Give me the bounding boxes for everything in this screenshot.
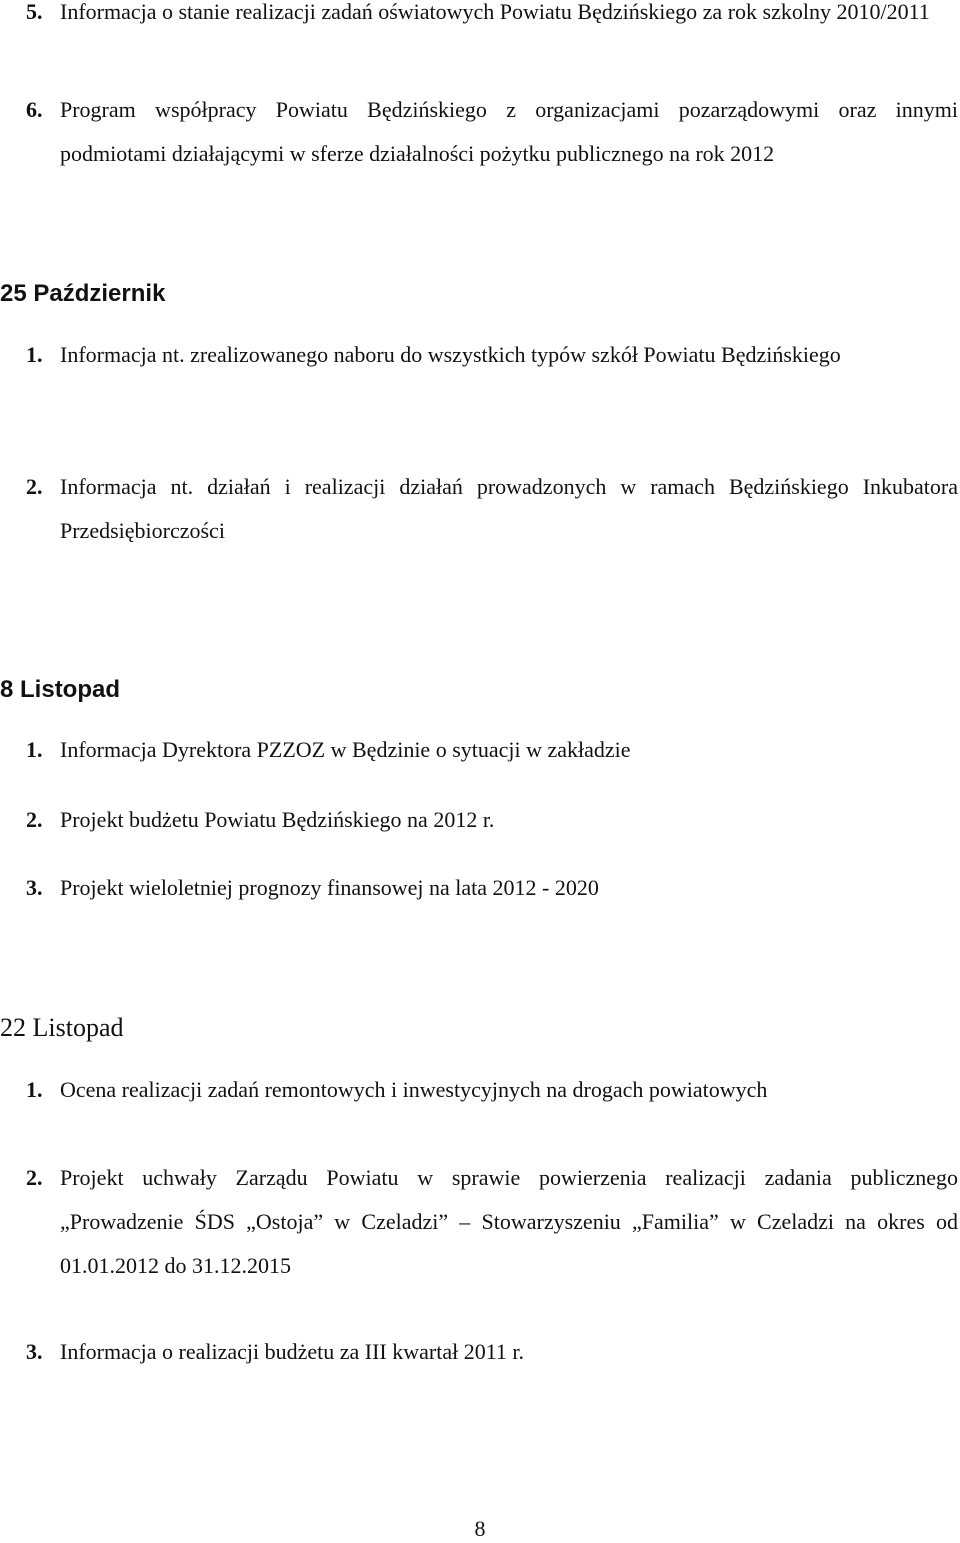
list-item	[26, 798, 958, 842]
item-number: 2.	[26, 807, 43, 832]
item-number: 3.	[26, 875, 43, 900]
item-text: Informacja o stanie realizacji zadań oświatowych Powiatu Będzińskiego za rok szkolny 2010/2011	[60, 0, 930, 24]
item-number: 2.	[26, 474, 43, 499]
section-heading: 25 Październik	[0, 280, 166, 307]
item-text: Projekt wieloletniej prognozy finansowej na lata 2012 - 2020	[60, 875, 599, 900]
list-item	[26, 728, 958, 772]
item-number: 6.	[26, 97, 43, 122]
item-text: Projekt uchwały Zarządu Powiatu w sprawie powierzenia realizacji zadania publicznego „Prowadzenie ŚDS „Ostoja” w Czeladzi” – Stowarzyszeniu „Familia” w Czeladzi na okres od 01.01.2012 do 31.12.2015	[60, 1165, 958, 1278]
list-item	[26, 88, 958, 176]
item-text: Informacja nt. zrealizowanego naboru do wszystkich typów szkół Powiatu Będzińskiego	[60, 342, 841, 367]
item-text: Projekt budżetu Powiatu Będzińskiego na 2012 r.	[60, 807, 495, 832]
list-item	[26, 1330, 958, 1374]
list-item	[26, 465, 958, 553]
item-number: 3.	[26, 1339, 43, 1364]
item-text: Informacja Dyrektora PZZOZ w Będzinie o sytuacji w zakładzie	[60, 737, 631, 762]
item-number: 1.	[26, 737, 43, 762]
item-number: 5.	[26, 0, 43, 24]
list-item	[26, 866, 958, 910]
item-number: 2.	[26, 1165, 43, 1190]
list-item	[26, 0, 958, 34]
item-text: Informacja nt. działań i realizacji działań prowadzonych w ramach Będzińskiego Inkubatora Przedsiębiorczości	[60, 474, 958, 543]
item-text: Ocena realizacji zadań remontowych i inwestycyjnych na drogach powiatowych	[60, 1077, 768, 1102]
item-text: Informacja o realizacji budżetu za III kwartał 2011 r.	[60, 1339, 525, 1364]
section-heading: 22 Listopad	[0, 1013, 124, 1042]
list-item	[26, 333, 958, 377]
list-item	[26, 1068, 958, 1112]
section-heading: 8 Listopad	[0, 676, 121, 703]
page-number: 8	[474, 1516, 486, 1541]
item-text: Program współpracy Powiatu Będzińskiego z organizacjami pozarządowymi oraz innymi podmiotami działającymi w sferze działalności pożytku publicznego na rok 2012	[60, 97, 958, 166]
list-item	[26, 1156, 958, 1288]
item-number: 1.	[26, 342, 43, 367]
item-number: 1.	[26, 1077, 43, 1102]
